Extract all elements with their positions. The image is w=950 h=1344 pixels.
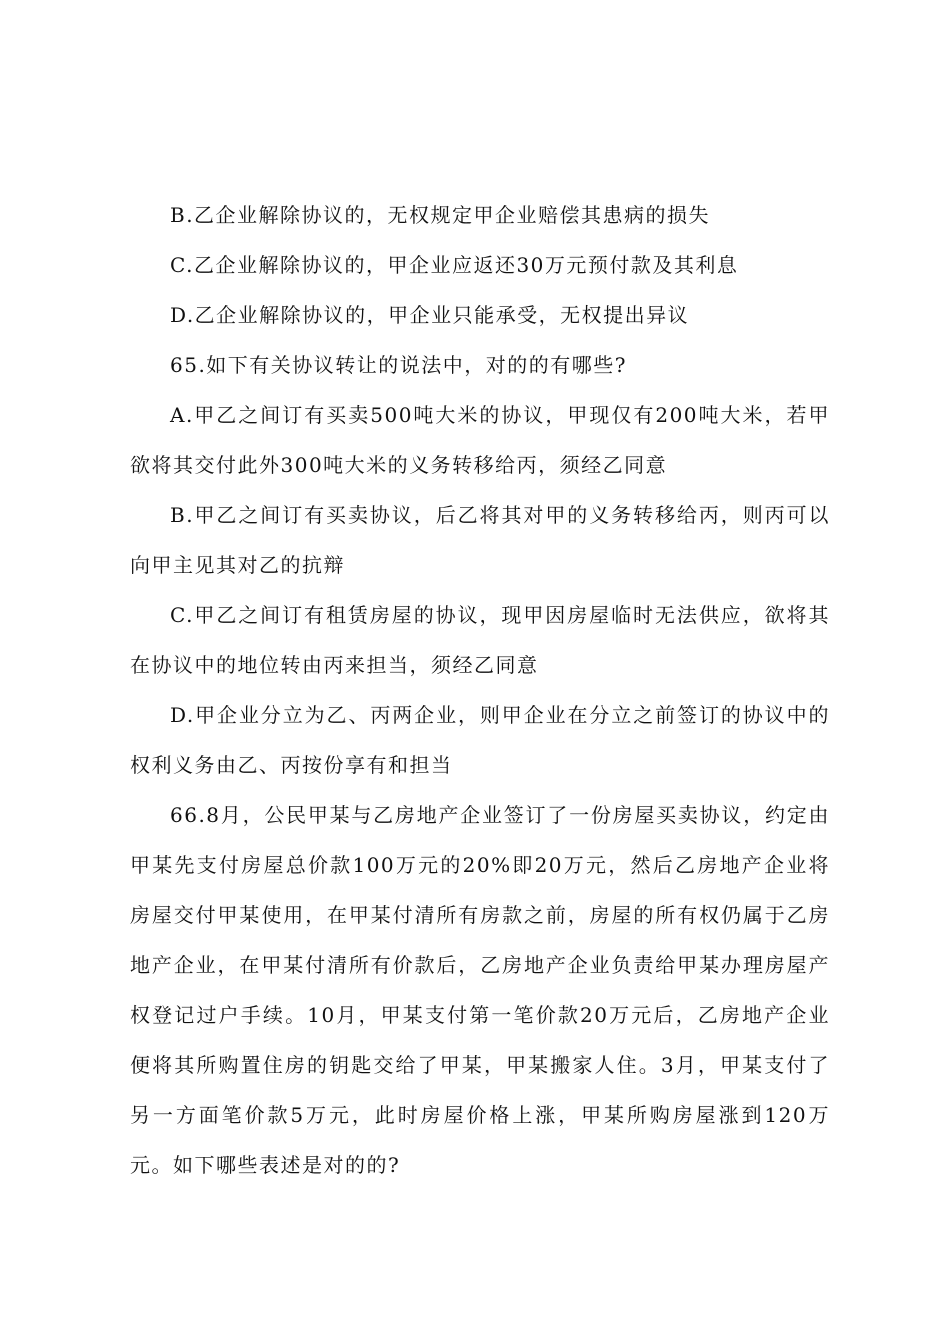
question-65-option-c: C.甲乙之间订有租赁房屋的协议，现甲因房屋临时无法供应，欲将其在协议中的地位转由丙来担当，须经乙同意 [130,603,830,677]
option-c-paragraph: C.乙企业解除协议的，甲企业应返还30万元预付款及其利息 [170,253,739,277]
question-65: 65.如下有关协议转让的说法中，对的的有哪些? [170,353,628,377]
option-b-paragraph: B.乙企业解除协议的，无权规定甲企业赔偿其患病的损失 [170,203,711,227]
option-d-paragraph: D.乙企业解除协议的，甲企业只能承受，无权提出异议 [170,303,690,327]
question-65-option-b: B.甲乙之间订有买卖协议，后乙将其对甲的义务转移给丙，则丙可以向甲主见其对乙的抗辩 [130,503,830,577]
question-65-option-d: D.甲企业分立为乙、丙两企业，则甲企业在分立之前签订的协议中的权利义务由乙、丙按份享有和担当 [130,703,830,777]
question-66: 66.8月，公民甲某与乙房地产企业签订了一份房屋买卖协议，约定由甲某先支付房屋总价款100万元的20%即20万元，然后乙房地产企业将房屋交付甲某使用，在甲某付清所有房款之前，房屋的所有权仍属于乙房地产企业，在甲某付清所有价款后，乙房地产企业负责给甲某办理房屋产权登记过户手续。10月，甲某支付第一笔价款20万元后，乙房地产企业便将其所购置住房的钥匙交给了甲某，甲某搬家人住。3月，甲某支付了另一方面笔价款5万元，此时房屋价格上涨，甲某所购房屋涨到120万元。如下哪些表述是对的的? [130,803,830,1177]
document-body [130,190,830,1190]
question-65-option-a: A.甲乙之间订有买卖500吨大米的协议，甲现仅有200吨大米，若甲欲将其交付此外300吨大米的义务转移给丙，须经乙同意 [130,403,830,477]
